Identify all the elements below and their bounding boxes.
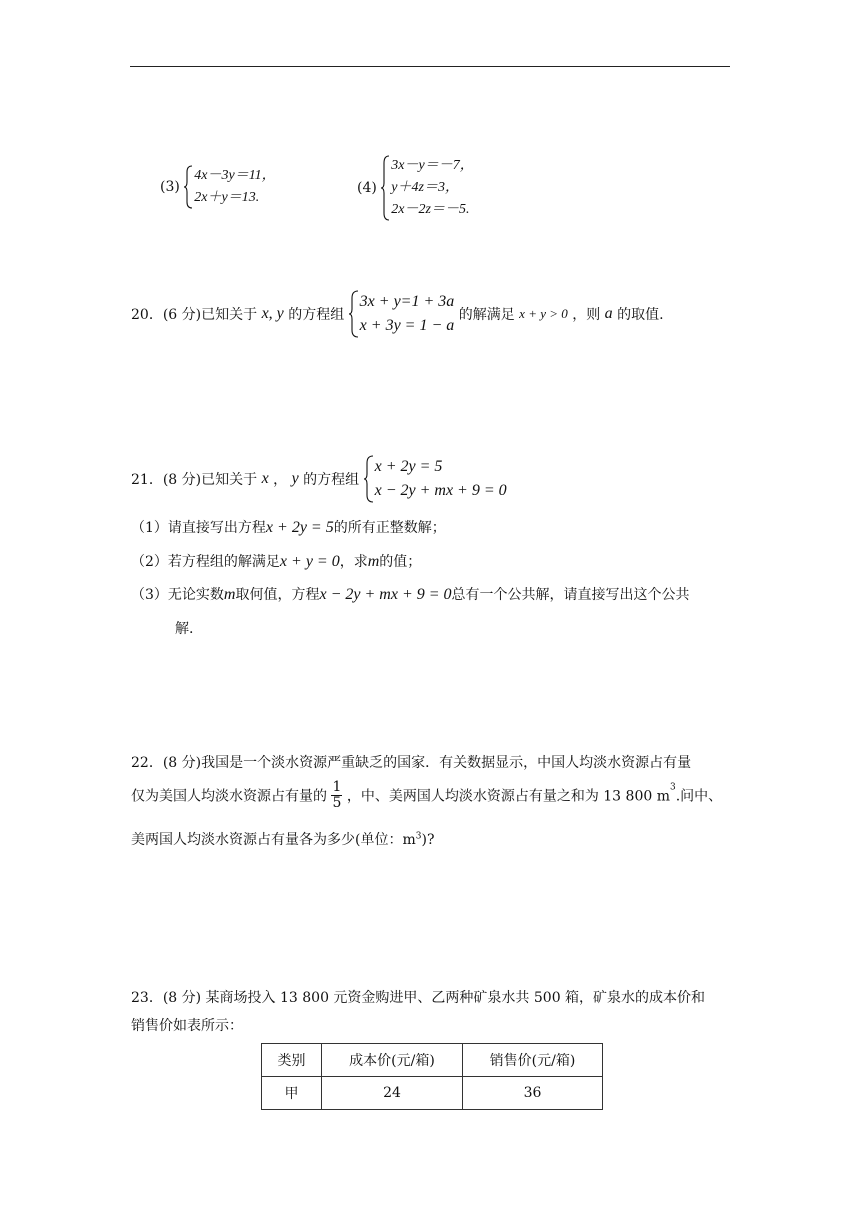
equation-system [381,155,473,221]
equation-system [364,455,507,503]
table-header-cell: 类别 [262,1044,322,1077]
table-row [262,1077,603,1110]
table-cell: 甲 [262,1077,322,1110]
q22-line2: 仅为美国人均淡水资源占有量的 $\frac{1}{5}$ ，中、美两国人均淡水资源占有量之和为 13 800 $m^3$.问中、 [131,779,723,811]
equation-line: 3x－y＝－7， [391,158,474,173]
q23-line1: 23．(8 分) 某商场投入 13 800 元资金购进甲、乙两种矿泉水共 500 箱，矿泉水的成本价和 [131,990,706,1006]
table-header-cell: 销售价(元/箱) [463,1044,603,1077]
q21-sub1: （1）请直接写出方程x + 2y = 5的所有正整数解； [131,519,446,536]
q19-part3 [160,165,276,209]
q21-sub3: （3）无论实数m取何值，方程x − 2y + mx + 9 = 0总有一个公共解，请直接写出这个公共 [131,586,690,603]
equation-line: x + 3y = 1 − a [359,317,455,334]
q21-sub3-cont: 解. [175,621,194,637]
equation-line: x + 2y = 5 [374,458,443,475]
q19-part4 [357,155,474,221]
fraction-one-fifth: $\frac{1}{5}$ [332,779,342,811]
q22-line3: 美两国人均淡水资源占有量各为多少(单位：$m^3$)? [131,831,435,848]
equation-line: 2x＋y＝13. [194,190,260,205]
table-header-cell: 成本价(元/箱) [322,1044,463,1077]
left-brace-icon [364,455,374,503]
table-cell: 36 [463,1077,603,1110]
q23-line2: 销售价如表所示： [131,1018,243,1034]
q21-sub2: （2）若方程组的解满足x + y = 0，求m的值； [131,553,422,570]
left-brace-icon [381,155,390,221]
equation-line: 2x－2z＝－5. [391,202,470,217]
header-rule [130,66,730,67]
equation-system [349,290,455,338]
equation-line: 4x－3y＝11， [194,168,276,183]
question-20: 20．(6 分)已知关于 x, y 的方程组 3x + y=1 + 3a x + 3y = 1 − a 的解满足 x + y > 0 ，则 a 的取值. [131,290,664,338]
table-cell: 24 [322,1077,463,1110]
part-label: (4) [357,180,377,196]
equation-system [184,165,275,209]
left-brace-icon [184,165,193,209]
table-header-row [262,1044,603,1077]
equation-line: 3x + y=1 + 3a [359,293,455,310]
price-table [261,1043,603,1110]
q22-line1: 22．(8 分)我国是一个淡水资源严重缺乏的国家．有关数据显示，中国人均淡水资源占有量 [131,755,692,771]
question-21: 21．(8 分)已知关于 x ， y 的方程组 x + 2y = 5 x − 2y + mx + 9 = 0 [131,455,507,503]
equation-line: y＋4z＝3， [391,180,459,195]
equation-line: x − 2y + mx + 9 = 0 [374,482,507,499]
left-brace-icon [349,290,359,338]
part-label: (3) [160,179,180,195]
